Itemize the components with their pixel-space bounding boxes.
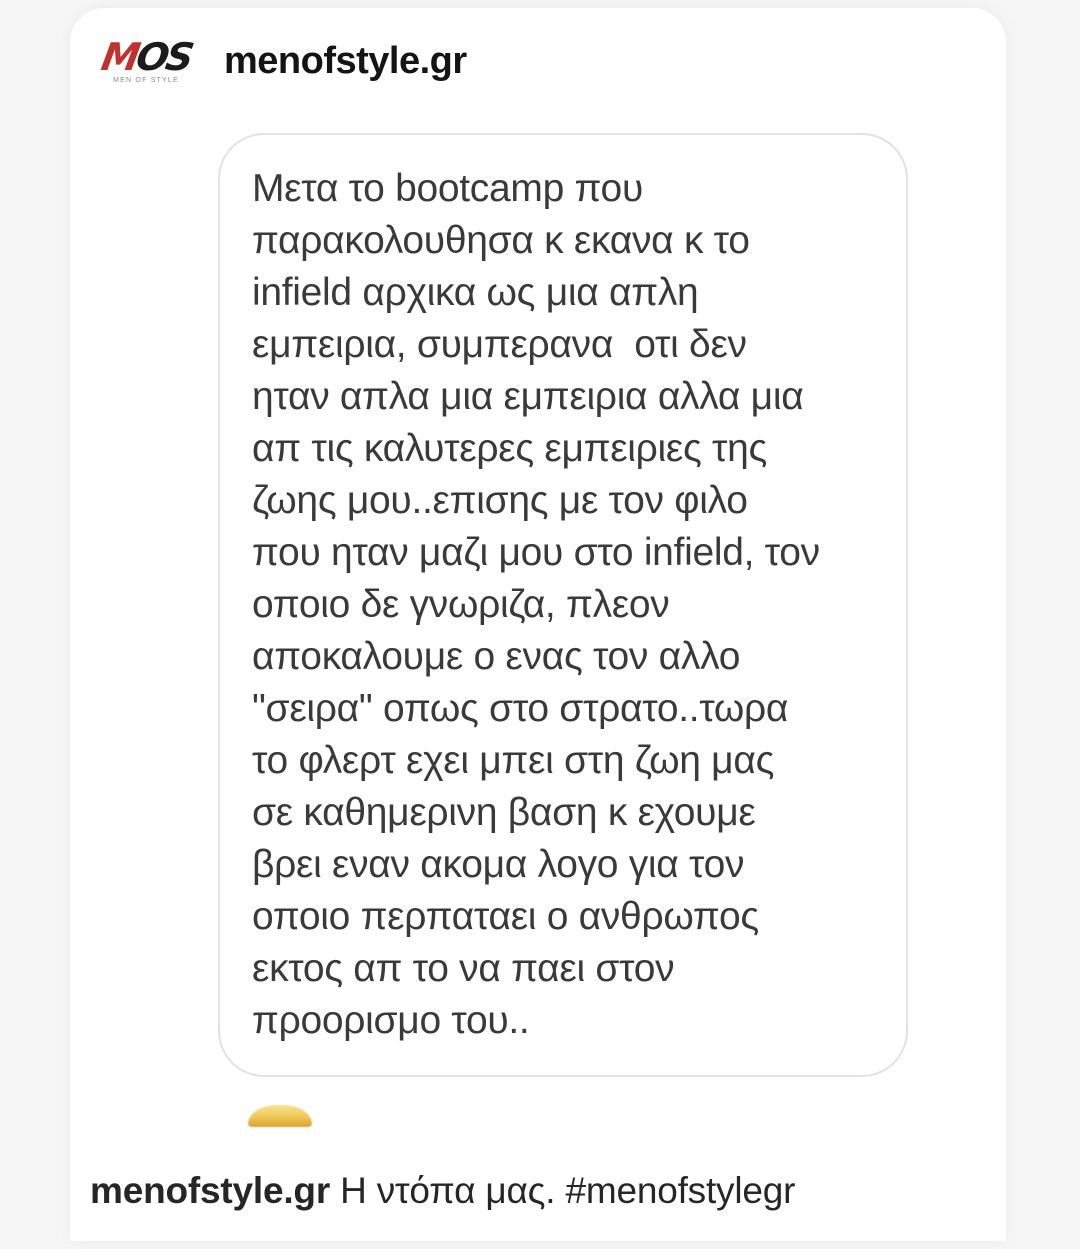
message-line: βρει εναν ακομα λογο για τον xyxy=(252,843,745,886)
logo-letters-os: OS xyxy=(132,35,195,79)
post-header xyxy=(70,8,1006,85)
caption xyxy=(90,1169,1006,1213)
message-line: εκτος απ το να παει στον xyxy=(252,947,675,990)
post-card xyxy=(70,8,1006,1241)
header-username[interactable]: menofstyle.gr xyxy=(224,40,467,82)
caption-hashtag[interactable]: #menofstylegr xyxy=(565,1170,796,1211)
message-line: οποιο περπαταει ο ανθρωπος xyxy=(252,895,759,938)
message-line: οποιο δε γνωριζα, πλεον xyxy=(252,583,670,626)
message-line: προορισμο του.. xyxy=(252,999,530,1042)
message-line: infield αρχικα ως μια απλη xyxy=(252,271,699,314)
message-line: αποκαλουμε ο ενας τον αλλο xyxy=(252,635,741,678)
message-line: το φλερτ εχει μπει στη ζωη μας xyxy=(252,739,775,782)
logo-letter-m: M xyxy=(97,35,141,79)
logo-subtext: MEN OF STYLE xyxy=(113,77,179,84)
message-bubble xyxy=(218,133,908,1077)
caption-username[interactable]: menofstyle.gr xyxy=(90,1170,331,1211)
caption-text: Η ντόπα μας. xyxy=(330,1170,566,1211)
menofstyle-logo-icon[interactable] xyxy=(97,35,195,85)
message-line: παρακολουθησα κ εκανα κ το xyxy=(252,219,750,262)
message-line: ηταν απλα μια εμπειρια αλλα μια xyxy=(252,375,804,418)
message-line: "σειρα" οπως στο στρατο..τωρα xyxy=(252,687,789,730)
message-line: εμπειρια, συμπερανα οτι δεν xyxy=(252,323,747,366)
post-media-chat-screenshot[interactable] xyxy=(70,133,1006,1127)
message-line: που ηταν μαζι μου στο infield, τον xyxy=(252,531,820,574)
logo-wordmark xyxy=(97,35,195,79)
message-line: σε καθημερινη βαση κ εχουμε xyxy=(252,791,756,834)
message-line: Μετα το bootcamp που xyxy=(252,167,643,210)
message-line: ζωης μου..επισης με τον φιλο xyxy=(252,479,748,522)
laughing-emoji-cropped-icon xyxy=(248,1105,312,1127)
message-line: απ τις καλυτερες εμπειριες της xyxy=(252,427,768,470)
